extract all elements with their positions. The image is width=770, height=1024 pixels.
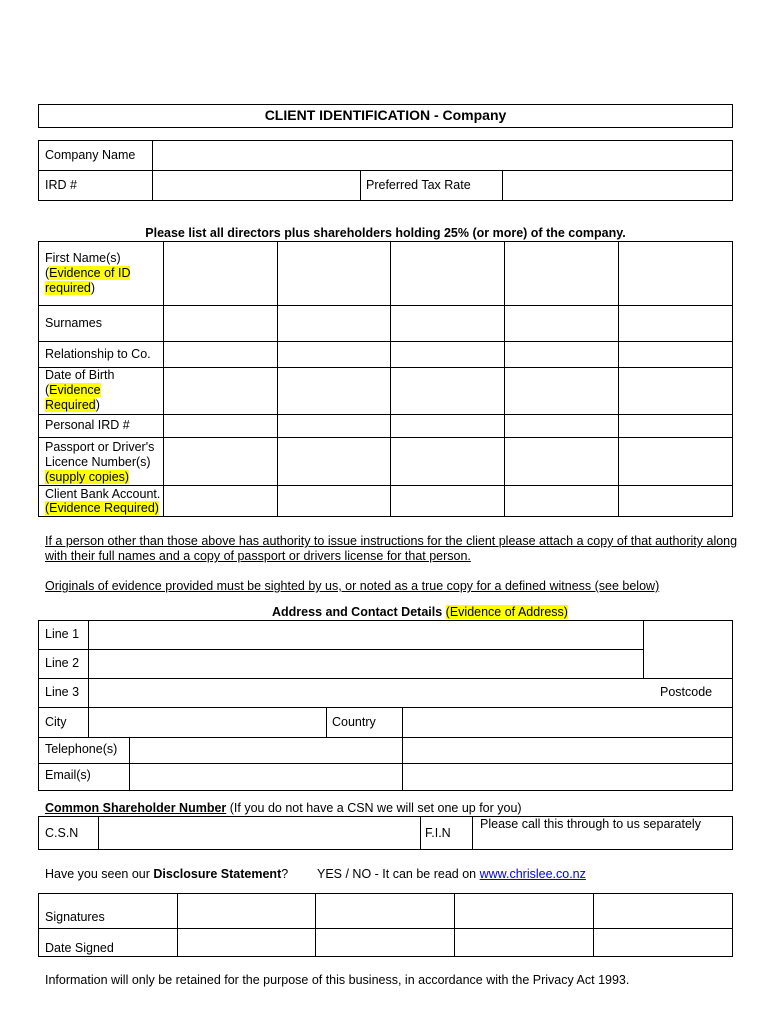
signature-field-4[interactable]	[594, 894, 732, 928]
signature-field-3[interactable]	[455, 894, 593, 928]
line2-field[interactable]	[89, 650, 642, 678]
bank-label: Client Bank Account.	[45, 487, 161, 501]
tax-rate-field[interactable]	[503, 171, 732, 200]
authority-note-line2: with their full names and a copy of passport or drivers license for that person.	[45, 549, 471, 563]
first-names-note-2: required)	[45, 281, 96, 295]
bank-note: (Evidence Required)	[45, 501, 159, 515]
call-note: Please call this through to us separately	[480, 817, 701, 831]
signature-field-1[interactable]	[178, 894, 315, 928]
disclosure-question: Have you seen our Disclosure Statement?	[45, 867, 289, 881]
personal-ird-label: Personal IRD #	[45, 418, 130, 432]
date-signed-label: Date Signed	[45, 941, 114, 955]
telephone-label: Telephone(s)	[45, 742, 118, 756]
country-label: Country	[332, 715, 376, 729]
disclosure-answer: YES / NO - It can be read on www.chrislee.co.nz	[317, 867, 586, 881]
ird-label: IRD #	[45, 178, 77, 192]
dob-note: (Evidence	[45, 383, 101, 397]
city-label: City	[45, 715, 67, 729]
country-field[interactable]	[403, 708, 732, 737]
ird-field[interactable]	[153, 171, 360, 200]
line3-label: Line 3	[45, 685, 80, 699]
chrislee-link[interactable]: www.chrislee.co.nz	[479, 867, 586, 881]
csn-field[interactable]	[99, 817, 420, 849]
dob-note-2: Required)	[45, 398, 100, 412]
first-names-note: (Evidence of ID	[45, 266, 131, 280]
passport-label-2: Licence Number(s)	[45, 455, 151, 469]
email-label: Email(s)	[45, 768, 91, 782]
privacy-footer: Information will only be retained for the purpose of this business, in accordance with the Privacy Act 1993.	[45, 973, 630, 987]
originals-note: Originals of evidence provided must be sighted by us, or noted as a true copy for a defined witness (see below)	[45, 579, 660, 593]
signature-field-2[interactable]	[316, 894, 454, 928]
tax-rate-label: Preferred Tax Rate	[366, 178, 471, 192]
date-field-3[interactable]	[455, 929, 593, 956]
telephone-field[interactable]	[130, 738, 732, 763]
first-names-label: First Name(s)	[45, 251, 121, 265]
authority-note-line1: If a person other than those above has authority to issue instructions for the client please attach a copy of that authority along	[45, 534, 738, 548]
fin-label: F.I.N	[425, 826, 451, 840]
dob-label: Date of Birth	[45, 368, 115, 382]
surnames-label: Surnames	[45, 316, 102, 330]
date-field-2[interactable]	[316, 929, 454, 956]
date-field-4[interactable]	[594, 929, 732, 956]
company-name-field[interactable]	[153, 141, 732, 170]
csn-heading: Common Shareholder Number (If you do not have a CSN we will set one up for you)	[45, 801, 522, 815]
company-name-label: Company Name	[45, 148, 136, 162]
date-field-1[interactable]	[178, 929, 315, 956]
passport-label: Passport or Driver's	[45, 440, 155, 454]
signatures-label: Signatures	[45, 910, 105, 924]
line1-field[interactable]	[89, 621, 642, 649]
relationship-label: Relationship to Co.	[45, 347, 151, 361]
directors-table	[38, 241, 733, 517]
line2-label: Line 2	[45, 656, 80, 670]
postcode-label: Postcode	[660, 685, 713, 699]
passport-note: (supply copies)	[45, 470, 130, 484]
email-field[interactable]	[130, 764, 732, 790]
city-field[interactable]	[89, 708, 326, 737]
csn-label: C.S.N	[45, 826, 79, 840]
page-title: CLIENT IDENTIFICATION - Company	[264, 107, 507, 123]
line1-label: Line 1	[45, 627, 80, 641]
address-heading: Address and Contact Details (Evidence of Address)	[272, 605, 568, 619]
line3-field[interactable]	[89, 679, 642, 707]
directors-heading: Please list all directors plus shareholders holding 25% (or more) of the company.	[145, 226, 626, 240]
